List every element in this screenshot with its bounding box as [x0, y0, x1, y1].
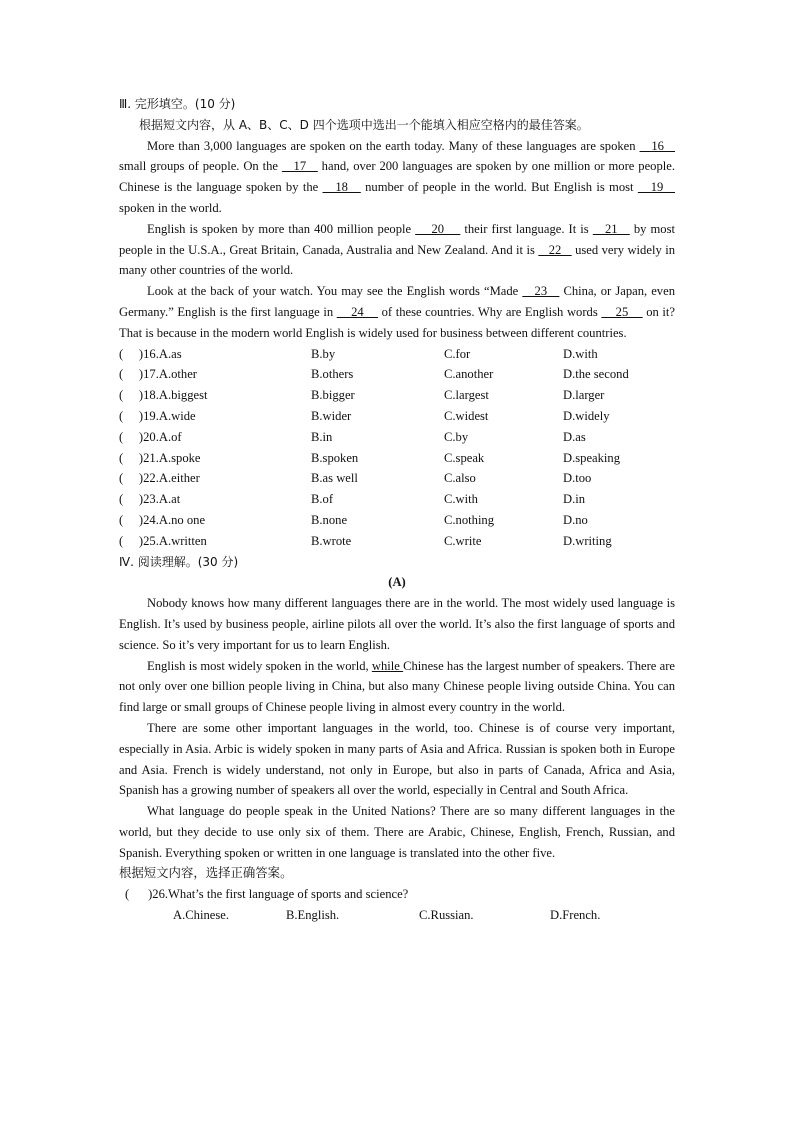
reading-paragraph-4: What language do people speak in the United Nations? There are so many different languages in the world, but they decide to use only six of them. There are Arabic, Chinese, English, French, Russian, and Spanish. Everything spoken or written in one language is translated into the other five. [119, 804, 675, 860]
option-row-22: ( )22.A.either B.as well C.also D.too [119, 471, 592, 486]
option-b[interactable]: B.English. [286, 908, 340, 923]
question-instruction: 根据短文内容，选择正确答案。 [119, 865, 293, 881]
blank-21: 21 [592, 221, 630, 236]
cloze-paragraph-3: Look at the back of your watch. You may see the English words “Made 23 China, or Japan, even Germany.” English is the first language in 24 of these countries. Why are English words 25 on it? That is because in the modern world English is widely used for business between different countries. [119, 284, 676, 340]
reading-paragraph-2: English is most widely spoken in the world, while Chinese has the largest number of speakers. There are not only over one billion people living in China, but also many Chinese people living outside China. You can find large or small groups of Chinese people living in almost every country in the world. [119, 658, 675, 715]
blank-16: 16 [639, 138, 676, 153]
reading-paragraph-1: Nobody knows how many different languages there are in the world. The most widely used language is English. It’s used by business people, airline pilots all over the world. It’s also the first language of sports and science. So it’s very important for us to learn English. [119, 596, 675, 652]
option-row-20: ( )20.A.of B.in C.by D.as [119, 429, 586, 444]
blank-25: 25 [601, 304, 643, 319]
blank-17: 17 [281, 159, 318, 174]
option-c[interactable]: C.Russian. [419, 908, 474, 923]
blank-24: 24 [336, 304, 379, 319]
blank-22: 22 [538, 242, 572, 257]
option-row-19: ( )19.A.wide B.wider C.widest D.widely [119, 408, 610, 423]
blank-18: 18 [322, 180, 361, 195]
section-3-heading: Ⅲ. 完形填空。(10 分) [119, 97, 236, 111]
cloze-options [119, 344, 675, 552]
option-row-25: ( )25.A.written B.wrote C.write D.writing [119, 533, 612, 548]
option-row-21: ( )21.A.spoke B.spoken C.speak D.speaking [119, 450, 621, 465]
exam-page [119, 94, 675, 926]
option-row-17: ( )17.A.other B.others C.another D.the second [119, 367, 629, 382]
reading-paragraph-3: There are some other important languages in the world, too. Chinese is of course very important, especially in Asia. Arbic is widely spoken in many parts of Asia and Africa. Russian is spoken both in Europe and Asia. French is widely understand, not only in Europe, but also in parts of Canada, Africa and Asia, Spanish has a growing number of speakers all over the world, especially in Central and South Africa. [119, 720, 675, 798]
cloze-paragraph-1: More than 3,000 languages are spoken on the earth today. Many of these languages are spoken 16 small groups of people. On the 17 hand, over 200 languages are spoken by one million or more people. Chinese is the language spoken by the 18 number of people in the world. But English is most 19 spoken in the world. [119, 138, 676, 215]
cloze-paragraph-2: English is spoken by more than 400 million people 20 their first language. It is 21 by most people in the U.S.A., Great Britain, Canada, Australia and New Zealand. And it is 22 used very widely in many other countries of the world. [119, 221, 676, 278]
section-3-instruction: 根据短文内容，从 A、B、C、D 四个选项中选出一个能填入相应空格内的最佳答案。 [139, 117, 589, 132]
option-row-16: ( )16.A.as B.by C.for D.with [119, 346, 598, 361]
section-4-heading: Ⅳ. 阅读理解。(30 分) [119, 554, 239, 569]
option-row-18: ( )18.A.biggest B.bigger C.largest D.larger [119, 388, 605, 403]
blank-23: 23 [522, 284, 560, 299]
option-row-24: ( )24.A.no one B.none C.nothing D.no [119, 512, 588, 527]
option-d[interactable]: D.French. [550, 908, 601, 923]
option-a[interactable]: A.Chinese. [173, 908, 229, 923]
blank-19: 19 [637, 180, 676, 195]
question-26-options [119, 905, 675, 926]
question-26[interactable]: ( )26.What’s the first language of sports and science? [125, 887, 409, 902]
underlined-word-while: while [371, 658, 404, 673]
option-row-23: ( )23.A.at B.of C.with D.in [119, 492, 586, 507]
passage-title: (A) [388, 575, 406, 590]
blank-20: 20 [415, 221, 461, 236]
